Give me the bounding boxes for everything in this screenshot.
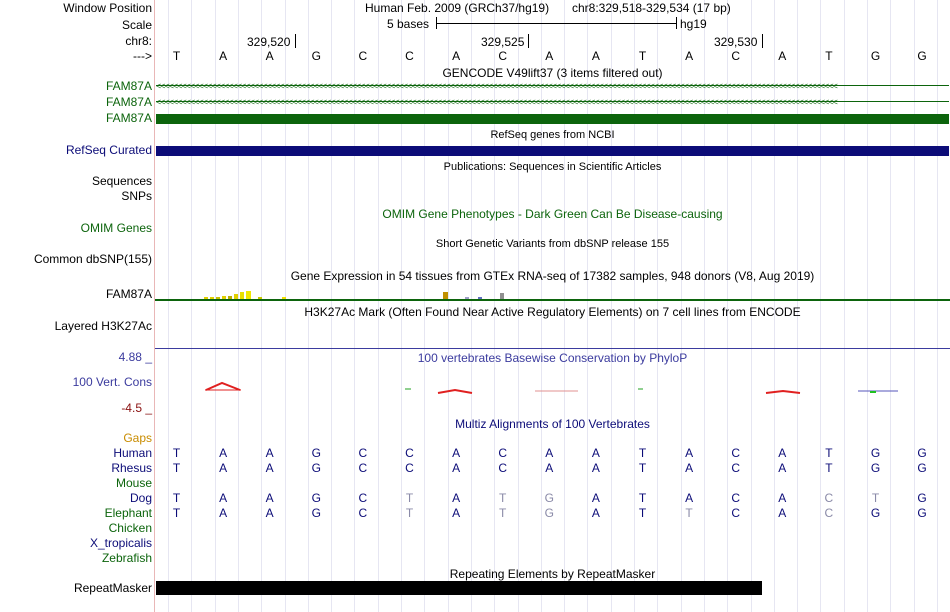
alignment-base: A (778, 446, 787, 460)
species-label-elephant[interactable]: Elephant (104, 506, 152, 520)
scale-bar (436, 23, 676, 24)
alignment-base: G (311, 506, 321, 520)
alignment-base: T (638, 506, 647, 520)
alignment-base: G (311, 446, 321, 460)
sequence-base: A (219, 49, 228, 63)
alignment-base: T (499, 491, 507, 505)
sequence-base: T (825, 49, 833, 63)
refseq-track-title[interactable]: RefSeq genes from NCBI (490, 129, 615, 141)
alignment-base: G (544, 506, 554, 520)
sequence-base: A (545, 49, 554, 63)
species-label-rhesus[interactable]: Rhesus (111, 461, 152, 475)
coord-tick (528, 34, 529, 48)
sequence-base: T (638, 49, 647, 63)
sequence-base: G (917, 49, 927, 63)
gencode-transcript-line[interactable]: <<<<<<<<<<<<<<<<<<<<<<<<<<<<<<<<<<<<<<<<<<<<<<<<<<<<<<<<<<<<<<<<<<<<<<<<<<<<<<<<<<<<<<<<<<<<<<<<<<<<<<<<<<<<<<<<<<<<<<<<<<<<<<<<<<<<<<<<<<<<<<<<<<<<<<<<<<<<<<<< (156, 98, 949, 106)
gencode-transcript-line[interactable]: <<<<<<<<<<<<<<<<<<<<<<<<<<<<<<<<<<<<<<<<<<<<<<<<<<<<<<<<<<<<<<<<<<<<<<<<<<<<<<<<<<<<<<<<<<<<<<<<<<<<<<<<<<<<<<<<<<<<<<<<<<<<<<<<<<<<<<<<<<<<<<<<<<<<<<<<<<<<<<<< (156, 82, 949, 90)
phylop-track-label[interactable]: 100 Vert. Cons (72, 375, 152, 389)
dbsnp-track-title[interactable]: Short Genetic Variants from dbSNP release 155 (435, 238, 670, 250)
alignment-base: A (545, 446, 554, 460)
strand-arrow-label: ---> (133, 49, 152, 63)
h3k27ac-baseline (155, 348, 950, 349)
alignment-base: A (591, 446, 600, 460)
alignment-base: T (172, 491, 181, 505)
alignment-base: C (405, 461, 414, 475)
phylop-track-title[interactable]: 100 vertebrates Basewise Conservation by PhyloP (417, 351, 688, 365)
alignment-base: G (917, 461, 927, 475)
alignment-base: A (452, 461, 461, 475)
alignment-base: A (778, 491, 787, 505)
scale-label: Scale (121, 18, 152, 32)
alignment-base: G (311, 491, 321, 505)
sequences-track-label[interactable]: Sequences (91, 174, 152, 188)
species-label-x_tropicalis[interactable]: X_tropicalis (89, 536, 152, 550)
assembly-name: Human Feb. 2009 (GRCh37/hg19) (365, 1, 550, 15)
alignment-base: A (545, 461, 554, 475)
sequence-base: A (685, 49, 694, 63)
alignment-base: G (917, 446, 927, 460)
window-position-label: Window Position (63, 1, 152, 15)
alignment-base: T (405, 506, 414, 520)
alignment-base: C (731, 491, 741, 505)
alignment-base: A (778, 506, 787, 520)
alignment-base: T (172, 506, 181, 520)
sequence-base: C (731, 49, 741, 63)
alignment-base: T (499, 506, 507, 520)
alignment-base: T (405, 491, 414, 505)
alignment-base: C (731, 446, 741, 460)
alignment-base: G (917, 491, 927, 505)
alignment-base: C (731, 461, 741, 475)
alignment-base: A (685, 461, 694, 475)
gencode-item-label[interactable]: FAM87A (105, 79, 152, 93)
alignment-base: C (405, 446, 414, 460)
alignment-base: A (452, 491, 461, 505)
species-label-dog[interactable]: Dog (129, 491, 152, 505)
sequence-base: G (870, 49, 881, 63)
omim-track-label[interactable]: OMIM Genes (80, 221, 152, 235)
alignment-base: C (731, 506, 741, 520)
gencode-item-label[interactable]: FAM87A (105, 95, 152, 109)
chrom-label: chr8: (125, 34, 152, 48)
alignment-base: A (265, 491, 274, 505)
h3k27ac-track-title[interactable]: H3K27Ac Mark (Often Found Near Active Regulatory Elements) on 7 cell lines from ENCODE (304, 305, 801, 319)
alignment-base: C (498, 446, 508, 460)
alignment-base: T (638, 461, 647, 475)
sequence-base: C (498, 49, 508, 63)
alignment-base: C (824, 491, 834, 505)
repeatmasker-track-label[interactable]: RepeatMasker (73, 581, 152, 595)
sequence-base: A (452, 49, 461, 63)
alignment-base: G (917, 506, 927, 520)
alignment-base: C (358, 506, 368, 520)
scale-db: hg19 (680, 17, 707, 31)
gencode-track-title[interactable]: GENCODE V49lift37 (3 items filtered out) (442, 66, 663, 80)
alignment-base: A (219, 446, 228, 460)
alignment-base: C (824, 506, 834, 520)
alignment-base: G (544, 491, 554, 505)
alignment-base: G (311, 461, 321, 475)
species-label-chicken[interactable]: Chicken (108, 521, 152, 535)
species-label-mouse[interactable]: Mouse (115, 476, 152, 490)
gencode-item-label[interactable]: FAM87A (105, 111, 152, 125)
h3k27ac-track-label[interactable]: Layered H3K27Ac (54, 319, 152, 333)
omim-track-title[interactable]: OMIM Gene Phenotypes - Dark Green Can Be Disease-causing (382, 207, 723, 221)
sequence-base: C (358, 49, 368, 63)
alignment-base: A (265, 506, 274, 520)
sequence-base: T (172, 49, 181, 63)
coord-label: 329,520 (247, 35, 291, 49)
alignment-base: A (219, 461, 228, 475)
species-label-human[interactable]: Human (113, 446, 152, 460)
alignment-base: T (638, 491, 647, 505)
alignment-base: A (265, 446, 274, 460)
gencode-exon-block[interactable] (156, 114, 949, 124)
phylop-max-label: 4.88 _ (118, 350, 152, 364)
coord-label: 329,530 (714, 35, 758, 49)
repeatmasker-track-title[interactable]: Repeating Elements by RepeatMasker (449, 567, 656, 581)
multiz-track-title[interactable]: Multiz Alignments of 100 Vertebrates (455, 417, 650, 431)
alignment-base: A (452, 506, 461, 520)
alignment-base: C (358, 491, 368, 505)
alignment-base: C (358, 461, 368, 475)
alignment-base: A (591, 491, 600, 505)
phylop-min-label: -4.5 _ (121, 401, 152, 415)
alignment-base: A (452, 446, 461, 460)
alignment-base: A (219, 491, 228, 505)
publications-track-title[interactable]: Publications: Sequences in Scientific Articles (443, 161, 662, 173)
alignment-base: T (871, 491, 880, 505)
alignment-base: T (172, 461, 181, 475)
gtex-track-title[interactable]: Gene Expression in 54 tissues from GTEx RNA-seq of 17382 samples, 948 donors (V8, Aug 2019) (290, 269, 815, 283)
sequence-base: A (778, 49, 787, 63)
alignment-base: A (591, 461, 600, 475)
sequence-base: A (591, 49, 600, 63)
alignment-base: T (638, 446, 647, 460)
alignment-base: T (685, 506, 693, 520)
alignment-base: C (498, 461, 508, 475)
alignment-base: A (685, 491, 694, 505)
alignment-base: A (591, 506, 600, 520)
alignment-base: G (870, 446, 881, 460)
dbsnp-track-label[interactable]: Common dbSNP(155) (33, 252, 152, 266)
alignment-base: G (870, 461, 881, 475)
sequence-base: C (405, 49, 414, 63)
species-label-zebrafish[interactable]: Zebrafish (101, 551, 152, 565)
alignment-base: A (685, 446, 694, 460)
scale-text: 5 bases (387, 17, 430, 31)
alignment-base: A (219, 506, 228, 520)
alignment-base: A (265, 461, 274, 475)
alignment-base: T (172, 446, 181, 460)
alignment-base: C (358, 446, 368, 460)
gtex-track-label[interactable]: FAM87A (105, 287, 152, 301)
scale-bar-right-tick (676, 17, 677, 29)
coord-tick (762, 34, 763, 48)
coord-label: 329,525 (481, 35, 525, 49)
sequence-base: A (265, 49, 274, 63)
window-position-value: chr8:329,518-329,534 (17 bp) (572, 1, 731, 15)
alignment-base: T (825, 446, 833, 460)
coord-tick (295, 34, 296, 48)
refseq-exon-block[interactable] (156, 146, 949, 156)
gaps-label[interactable]: Gaps (123, 431, 152, 445)
alignment-base: A (778, 461, 787, 475)
sequence-base: G (311, 49, 321, 63)
repeat-element-block[interactable] (156, 581, 762, 595)
alignment-base: G (870, 506, 881, 520)
snps-track-label[interactable]: SNPs (121, 189, 152, 203)
alignment-base: T (825, 461, 833, 475)
refseq-track-label[interactable]: RefSeq Curated (65, 143, 152, 157)
